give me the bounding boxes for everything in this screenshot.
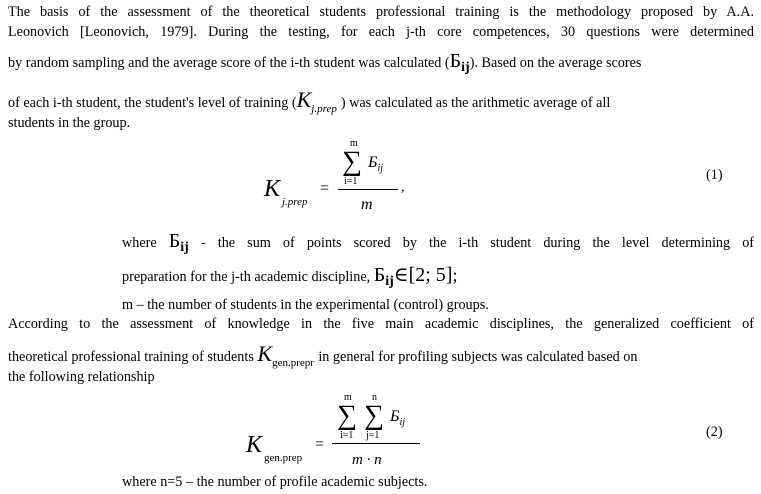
fraction-line-2 [332, 443, 420, 444]
sum1-symbol: ∑ [337, 400, 357, 431]
b-ij-numerator: $Б_{ij}$ [368, 154, 383, 174]
sum2-lower-j1: j=1 [366, 430, 380, 441]
b-ij-symbol: $Б_{ij}$ [449, 50, 470, 75]
formula-1-number: (1) [706, 167, 723, 183]
para1-line1: The basis of the assessment of the theoretical students professional training is the methodology proposed by A.A. [8, 4, 754, 20]
where1-line1: where $Б_{ij}$ - the sum of points scored by the i-th student during the level determining of [122, 230, 755, 255]
where1-line2: preparation for the j-th academic discipline, $Б_{ij}\in[2$; 5]; [122, 264, 458, 289]
para2-line3: the following relationship [8, 369, 155, 385]
sum-upper-m: m [350, 138, 358, 149]
comma-1: , [401, 180, 405, 195]
b-ij-numerator-2: $Б_{ij}$ [390, 408, 405, 428]
n-definition: where n=5 – the number of profile academic subjects. [122, 474, 428, 490]
m-definition: m – the number of students in the experimental (control) groups. [122, 297, 489, 313]
para1-line4-text-a: of each i-th student, the student's level of training ( [8, 95, 297, 111]
formula-1 [258, 136, 438, 226]
formula-2-number: (2) [706, 424, 723, 440]
equals-1: = [320, 180, 330, 197]
para1-line2: Leonovich [Leonovich, 1979]. During the testing, for each j-th core competences, 30 questions were determined [8, 24, 754, 40]
k-genprep-formula: K [246, 432, 263, 458]
fraction-line-1 [338, 189, 398, 190]
para1-line4: of each i-th student, the student's level of training ($K_{j.prep}$ ) was calculated as the arithmetic average of all [8, 87, 611, 115]
k-jprep-inline: K [296, 87, 312, 112]
equals-2: = [315, 436, 325, 453]
para1-line3-text-a: by random sampling and the average score of the i-th student was calculated ( [8, 55, 450, 71]
k-genprep-subscript: gen.prep [264, 452, 303, 464]
para1-line5: students in the group. [8, 115, 131, 131]
para1-line3-text-b: ). Based on the average scores [469, 55, 642, 71]
para1-line4-text-b: ) was calculated as the arithmetic average of all [340, 95, 611, 111]
sum1-upper-m: m [344, 392, 352, 403]
para2-line2: theoretical professional training of students $K_{gen.prepг}$ in general for profiling subjects was calculated based on [8, 341, 638, 369]
sum2-upper-n: n [372, 392, 377, 403]
formula-2 [244, 390, 444, 480]
para2-line1: According to the assessment of knowledge in the five main academic disciplines, the generalized coefficient of [8, 316, 754, 332]
k-genprep-inline: K [257, 341, 273, 366]
sum-symbol: ∑ [342, 146, 362, 177]
b-ij-range: $Б_{ij}$ [373, 264, 394, 289]
sum2-symbol: ∑ [364, 400, 384, 431]
para1-line3 [8, 50, 641, 76]
sum1-lower-i1: i=1 [340, 430, 354, 441]
denominator-m-n: m · n [352, 452, 382, 468]
b-ij-where: $Б_{ij}$ [168, 230, 189, 255]
k-jprep-subscript: j.prep [282, 196, 308, 208]
denominator-m: m [361, 196, 373, 213]
k-jprep-formula: K [264, 176, 281, 202]
sum-lower-i1: i=1 [344, 176, 358, 187]
